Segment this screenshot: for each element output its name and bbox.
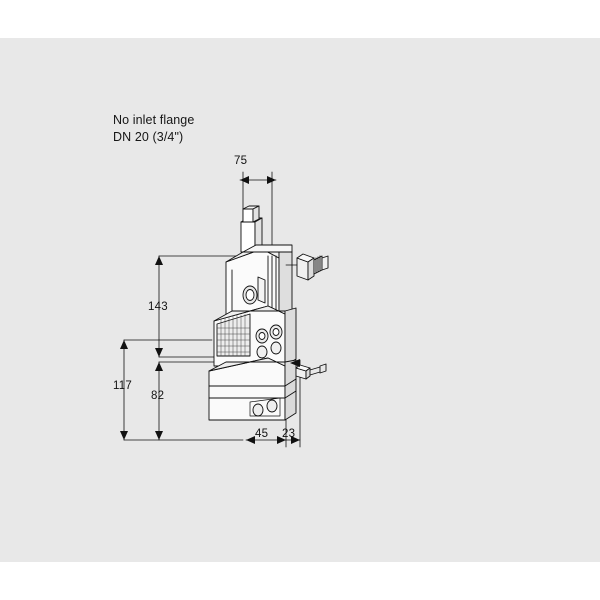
dimension-label-height-body: 82 <box>151 390 165 402</box>
inlet-body <box>209 358 296 420</box>
valve-mid-body <box>214 306 296 366</box>
annotation-line-2: DN 20 (3/4") <box>113 130 184 144</box>
dimension-label-width-body: 45 <box>255 428 269 440</box>
dimension-label-height-total: 143 <box>148 301 168 313</box>
dimension-label-width-port: 23 <box>282 428 296 440</box>
annotation-line-1: No inlet flange <box>113 113 195 127</box>
dimension-label-width-top: 75 <box>234 155 248 167</box>
dimension-label-height-left: 117 <box>113 380 132 392</box>
test-port-nipple <box>296 364 326 379</box>
cable-gland <box>297 254 328 280</box>
valve-assembly <box>209 206 328 420</box>
actuator-housing <box>226 245 292 318</box>
